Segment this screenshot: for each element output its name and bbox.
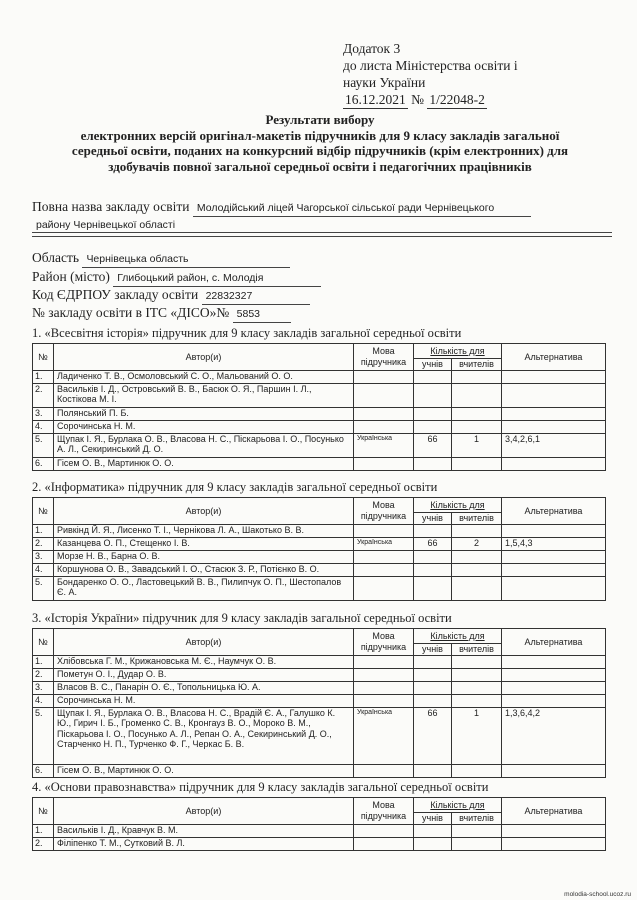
addendum-date-number (343, 91, 518, 109)
title-line2: електронних версій оригінал-макетів підручників для 9 класу закладів загальної середньої освіти, поданих на конкурсний відбір підручників (крім електронних) для здобувачів повної загальної середньої освіти і педагогічних працівників (71, 127, 569, 174)
website-footer: molodia-school.ucoz.ru (564, 891, 631, 898)
row-language (354, 550, 414, 563)
row-teachers-count (452, 824, 502, 837)
row-teachers-count (452, 576, 502, 600)
row-students-count (414, 563, 452, 576)
col-count-header: Кількість для (414, 498, 502, 513)
row-authors: Щупак І. Я., Бурлака О. В., Власова Н. С., Піскарьова І. О., Посунько А. Л., Секиринський Д. О. (54, 433, 354, 457)
row-authors: Ривкінд Й. Я., Лисенко Т. І., Чернікова Л. А., Шакотько В. В. (54, 524, 354, 537)
row-language (354, 824, 414, 837)
col-num-header: № (33, 798, 54, 825)
row-language (354, 655, 414, 668)
col-alt-header: Альтернатива (502, 344, 606, 371)
row-alternative (502, 824, 606, 837)
books-table (32, 497, 606, 601)
row-teachers-count (452, 681, 502, 694)
row-language (354, 383, 414, 407)
row-alternative (502, 370, 606, 383)
edrpou-label: Код ЄДРПОУ закладу освіти (32, 287, 199, 302)
row-authors: Васильків І. Д., Островський В. В., Басюк О. Я., Паршин І. Л., Костікова М. І. (54, 383, 354, 407)
row-alternative: 3,4,2,6,1 (502, 433, 606, 457)
col-teachers-header: вчителів (452, 644, 502, 656)
row-alternative (502, 576, 606, 600)
row-alternative (502, 524, 606, 537)
row-language (354, 370, 414, 383)
region-value: Чернівецька область (82, 251, 290, 268)
col-num-header: № (33, 344, 54, 371)
col-count-header: Кількість для (414, 344, 502, 359)
district-label: Район (місто) (32, 269, 110, 284)
edrpou-value: 22832327 (202, 288, 310, 305)
table-row (33, 707, 606, 764)
row-alternative (502, 457, 606, 470)
row-teachers-count (452, 668, 502, 681)
row-number: 3. (33, 550, 54, 563)
row-alternative (502, 420, 606, 433)
table-row (33, 383, 606, 407)
table-row (33, 563, 606, 576)
table-row (33, 537, 606, 550)
table-row (33, 668, 606, 681)
row-teachers-count (452, 407, 502, 420)
row-authors: Казанцева О. П., Стещенко І. В. (54, 537, 354, 550)
row-authors: Морзе Н. В., Барна О. В. (54, 550, 354, 563)
table-row (33, 524, 606, 537)
row-students-count (414, 576, 452, 600)
col-lang-header: Мова підручника (354, 498, 414, 525)
row-authors: Бондаренко О. О., Ластовецький В. В., Пилипчук О. П., Шестопалов Є. А. (54, 576, 354, 600)
col-lang-header: Мова підручника (354, 344, 414, 371)
col-teachers-header: вчителів (452, 513, 502, 525)
row-language (354, 694, 414, 707)
table-row (33, 655, 606, 668)
section-heading: 4. «Основи правознавства» підручник для 9 класу закладів загальної середньої освіти (32, 780, 489, 794)
document-title (60, 112, 580, 174)
row-authors: Ладиченко Т. В., Осмоловський С. О., Мальований О. О. (54, 370, 354, 383)
row-language (354, 681, 414, 694)
row-students-count (414, 837, 452, 850)
full-name-label: Повна назва закладу освіти (32, 199, 190, 214)
full-name-field (32, 199, 612, 217)
row-authors: Гісем О. В., Мартинюк О. О. (54, 457, 354, 470)
number-sign: № (411, 92, 425, 107)
district-field (32, 269, 321, 287)
table-row (33, 837, 606, 850)
letter-date: 16.12.2021 (345, 92, 406, 107)
table-row (33, 370, 606, 383)
addendum-block (343, 40, 518, 109)
row-language (354, 668, 414, 681)
row-alternative (502, 681, 606, 694)
col-alt-header: Альтернатива (502, 798, 606, 825)
row-language (354, 457, 414, 470)
table-row (33, 550, 606, 563)
row-number: 1. (33, 655, 54, 668)
row-alternative (502, 694, 606, 707)
row-language: Українська (354, 537, 414, 550)
row-alternative (502, 668, 606, 681)
row-number: 4. (33, 694, 54, 707)
row-number: 2. (33, 837, 54, 850)
row-number: 4. (33, 563, 54, 576)
full-name-value: Молодійський ліцей Чагорської сільської ради Чернівецького (193, 200, 531, 217)
col-author-header: Автор(и) (54, 344, 354, 371)
row-alternative: 1,3,6,4,2 (502, 707, 606, 764)
row-students-count (414, 524, 452, 537)
row-number: 6. (33, 457, 54, 470)
table-row (33, 576, 606, 600)
row-number: 6. (33, 764, 54, 777)
row-teachers-count (452, 420, 502, 433)
row-number: 2. (33, 668, 54, 681)
district-value: Глибоцький район, с. Молодія (113, 270, 321, 287)
row-authors: Пометун О. І., Дудар О. В. (54, 668, 354, 681)
table-row (33, 681, 606, 694)
table-row (33, 420, 606, 433)
row-authors: Сорочинська Н. М. (54, 420, 354, 433)
books-table (32, 797, 606, 851)
row-teachers-count: 1 (452, 433, 502, 457)
row-students-count (414, 694, 452, 707)
row-students-count (414, 383, 452, 407)
col-alt-header: Альтернатива (502, 498, 606, 525)
addendum-line: науки України (343, 75, 426, 90)
row-students-count (414, 764, 452, 777)
table-row (33, 407, 606, 420)
row-number: 1. (33, 524, 54, 537)
row-number: 1. (33, 370, 54, 383)
section-heading: 2. «Інформатика» підручник для 9 класу закладів загальної середньої освіти (32, 480, 438, 494)
row-teachers-count (452, 563, 502, 576)
row-language (354, 576, 414, 600)
row-number: 4. (33, 420, 54, 433)
addendum-title: Додаток 3 (343, 41, 401, 56)
row-language: Українська (354, 433, 414, 457)
title-line1: Результати вибору (265, 112, 375, 127)
row-authors: Філіпенко Т. М., Сутковий В. Л. (54, 837, 354, 850)
row-alternative (502, 563, 606, 576)
section-heading: 3. «Історія України» підручник для 9 класу закладів загальної середньої освіти (32, 611, 452, 625)
row-teachers-count (452, 550, 502, 563)
col-students-header: учнів (414, 513, 452, 525)
its-label: № закладу освіти в ІТС «ДІСО»№ (32, 305, 230, 320)
row-students-count (414, 824, 452, 837)
row-authors: Полянський П. Б. (54, 407, 354, 420)
col-students-header: учнів (414, 359, 452, 371)
row-number: 2. (33, 537, 54, 550)
col-alt-header: Альтернатива (502, 629, 606, 656)
row-authors: Сорочинська Н. М. (54, 694, 354, 707)
full-name-value-2: району Чернівецької області (36, 219, 176, 231)
row-alternative (502, 764, 606, 777)
row-authors: Гісем О. В., Мартинюк О. О. (54, 764, 354, 777)
row-alternative: 1,5,4,3 (502, 537, 606, 550)
blank-line (32, 235, 612, 237)
row-language (354, 407, 414, 420)
row-number: 5. (33, 433, 54, 457)
table-row (33, 433, 606, 457)
col-author-header: Автор(и) (54, 629, 354, 656)
row-teachers-count (452, 655, 502, 668)
col-students-header: учнів (414, 813, 452, 825)
row-language (354, 524, 414, 537)
section-heading: 1. «Всесвітня історія» підручник для 9 класу закладів загальної середньої освіти (32, 326, 462, 340)
row-language (354, 764, 414, 777)
col-num-header: № (33, 498, 54, 525)
col-students-header: учнів (414, 644, 452, 656)
col-count-header: Кількість для (414, 629, 502, 644)
region-field (32, 250, 290, 268)
row-alternative (502, 655, 606, 668)
its-value: 5853 (233, 306, 291, 323)
table-row (33, 824, 606, 837)
region-label: Область (32, 250, 80, 265)
row-teachers-count (452, 837, 502, 850)
row-students-count (414, 370, 452, 383)
row-authors: Васильків І. Д., Кравчук В. М. (54, 824, 354, 837)
row-authors: Хлібовська Г. М., Крижановська М. Є., Наумчук О. В. (54, 655, 354, 668)
books-table (32, 343, 606, 471)
col-author-header: Автор(и) (54, 498, 354, 525)
row-alternative (502, 837, 606, 850)
row-teachers-count (452, 457, 502, 470)
row-teachers-count (452, 383, 502, 407)
row-students-count: 66 (414, 707, 452, 764)
row-number: 5. (33, 707, 54, 764)
table-row (33, 694, 606, 707)
row-students-count: 66 (414, 433, 452, 457)
row-teachers-count: 1 (452, 707, 502, 764)
col-author-header: Автор(и) (54, 798, 354, 825)
row-teachers-count (452, 370, 502, 383)
row-language (354, 563, 414, 576)
letter-number: 1/22048-2 (429, 92, 485, 107)
col-teachers-header: вчителів (452, 359, 502, 371)
addendum-line: до листа Міністерства освіти і (343, 58, 518, 73)
row-alternative (502, 383, 606, 407)
row-students-count (414, 655, 452, 668)
table-row (33, 457, 606, 470)
row-students-count (414, 668, 452, 681)
row-language (354, 420, 414, 433)
row-alternative (502, 407, 606, 420)
row-number: 3. (33, 407, 54, 420)
row-number: 2. (33, 383, 54, 407)
row-students-count (414, 681, 452, 694)
table-row (33, 764, 606, 777)
full-name-field-line2 (32, 216, 612, 233)
row-number: 1. (33, 824, 54, 837)
row-language (354, 837, 414, 850)
row-authors: Коршунова О. В., Завадський І. О., Стасюк З. Р., Потієнко В. О. (54, 563, 354, 576)
row-teachers-count (452, 524, 502, 537)
books-table (32, 628, 606, 778)
row-students-count: 66 (414, 537, 452, 550)
row-students-count (414, 457, 452, 470)
col-teachers-header: вчителів (452, 813, 502, 825)
its-field (32, 305, 291, 323)
row-students-count (414, 407, 452, 420)
row-teachers-count (452, 694, 502, 707)
col-lang-header: Мова підручника (354, 629, 414, 656)
row-alternative (502, 550, 606, 563)
row-authors: Щупак І. Я., Бурлака О. В., Власова Н. С., Врадій Є. А., Галушко К. Ю., Гирич І. Б., Громенко С. В., Кронгауз В. О., Мороко В. М., Піскарьова І. О., Посунько А. Л., Репан О. А., Секиринський Д. О., Старченко Н. П., Турченко Ф. Г., Черкас Б. В. (54, 707, 354, 764)
row-number: 5. (33, 576, 54, 600)
row-language: Українська (354, 707, 414, 764)
edrpou-field (32, 287, 310, 305)
row-teachers-count: 2 (452, 537, 502, 550)
row-number: 3. (33, 681, 54, 694)
row-authors: Власов В. С., Панарін О. Є., Топольницька Ю. А. (54, 681, 354, 694)
col-num-header: № (33, 629, 54, 656)
row-students-count (414, 550, 452, 563)
col-count-header: Кількість для (414, 798, 502, 813)
row-students-count (414, 420, 452, 433)
row-teachers-count (452, 764, 502, 777)
col-lang-header: Мова підручника (354, 798, 414, 825)
